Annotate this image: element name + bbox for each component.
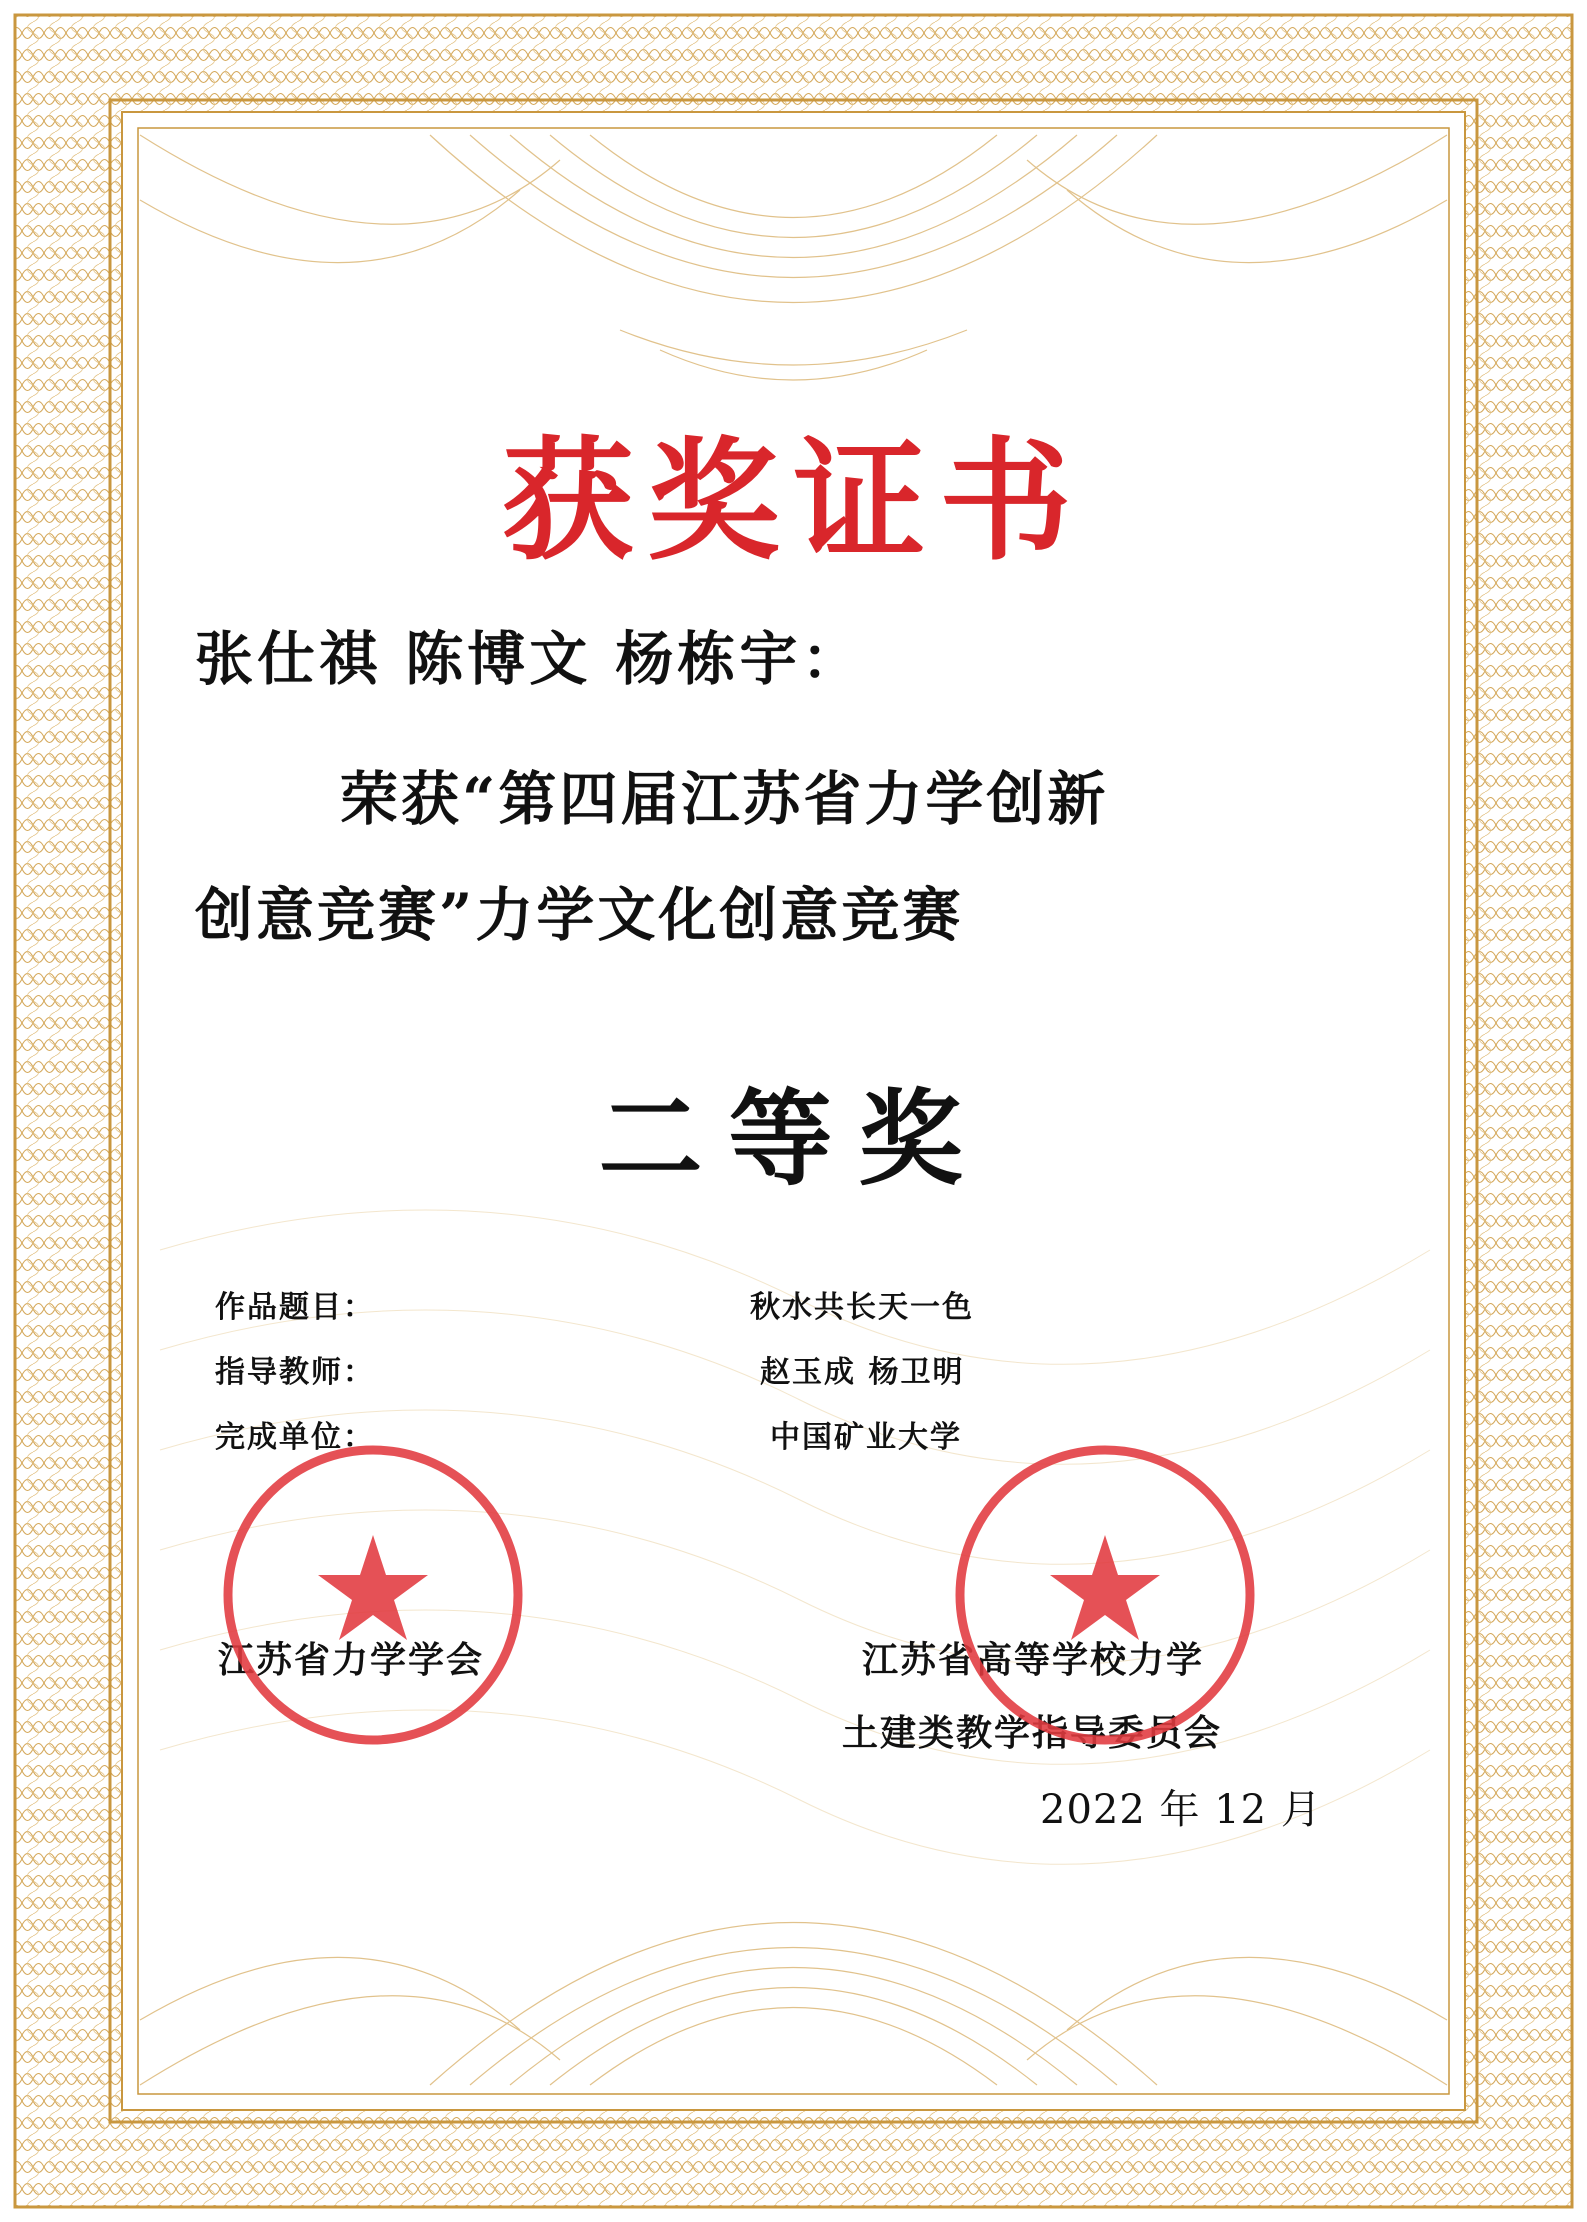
seal-star-icon: [318, 1535, 428, 1640]
award-level: 二等奖: [598, 1077, 989, 1200]
work-title-label: 作品题目：: [215, 1290, 375, 1325]
advisor-label: 指导教师：: [215, 1355, 375, 1390]
certificate-title: 获奖证书: [501, 424, 1086, 579]
recipient-names: 张仕祺 陈博文 杨栋宇：: [195, 625, 864, 693]
issuer-right-line2: 土建类教学指导委员会: [842, 1712, 1223, 1754]
issuer-right-line1: 江苏省高等学校力学: [862, 1639, 1205, 1681]
seal-stamp-right: [950, 1440, 1260, 1750]
unit-label: 完成单位：: [215, 1420, 375, 1455]
issuer-left: 江苏省力学学会: [218, 1639, 485, 1681]
seal-stamp-left: [218, 1440, 528, 1750]
award-description-line2: 创意竞赛”力学文化创意竞赛: [195, 881, 964, 949]
issue-date: 2022 年 12 月: [1040, 1787, 1322, 1833]
award-description-line1: 荣获“第四届江苏省力学创新: [340, 765, 1109, 833]
advisor-value: 赵玉成 杨卫明: [760, 1355, 965, 1390]
unit-value: 中国矿业大学: [770, 1420, 962, 1455]
work-title-value: 秋水共长天一色: [750, 1290, 974, 1325]
seal-star-icon: [1050, 1535, 1160, 1640]
